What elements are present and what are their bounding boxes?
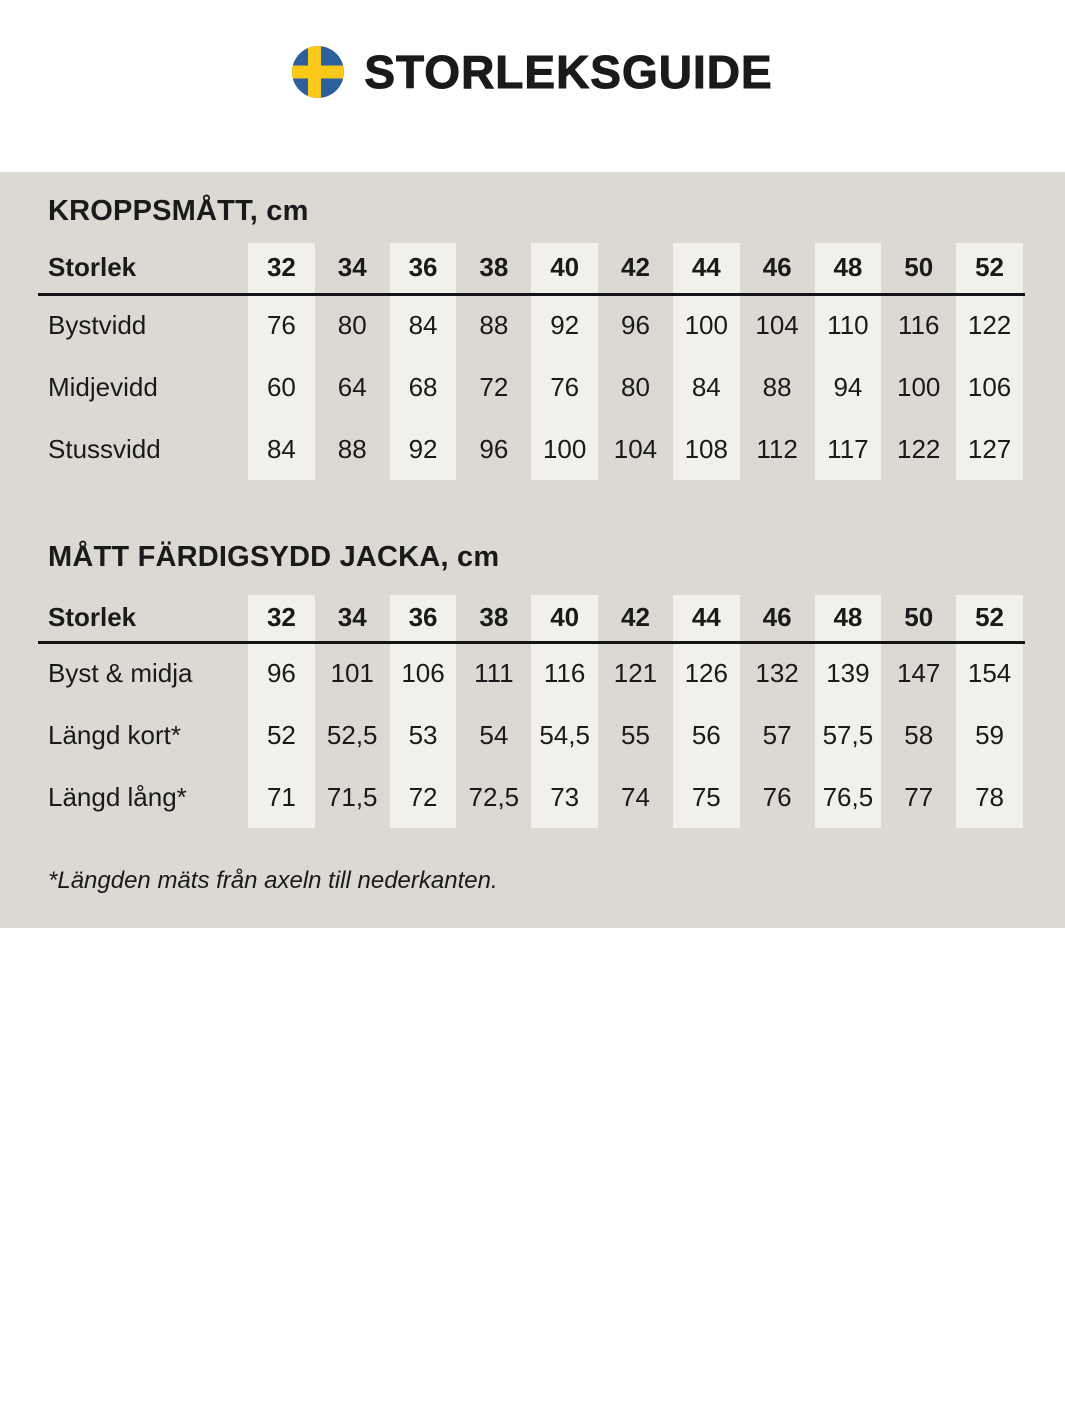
value-cell: 100	[671, 294, 742, 356]
value-cell: 106	[954, 356, 1025, 418]
value-cell: 78	[954, 766, 1025, 828]
value-cell: 75	[671, 766, 742, 828]
size-col-header: 44	[671, 595, 742, 642]
value-cell: 92	[529, 294, 600, 356]
size-col-header: 42	[600, 243, 671, 294]
value-cell: 101	[330, 658, 374, 689]
size-col-header: 46	[742, 243, 813, 294]
size-col-header: 48	[813, 243, 884, 294]
size-col-header: 44	[671, 243, 742, 294]
row-label: Stussvidd	[48, 433, 161, 464]
value-cell: 76	[762, 781, 792, 812]
value-cell: 72	[479, 371, 509, 402]
value-cell: 76,5	[813, 766, 884, 828]
size-col-header-label: Storlek	[38, 595, 246, 642]
page-header	[0, 0, 1065, 98]
value-cell: 104	[755, 310, 799, 341]
value-cell: 154	[954, 642, 1025, 704]
value-cell: 147	[897, 658, 941, 689]
value-cell: 96	[246, 642, 317, 704]
value-cell: 84	[388, 294, 459, 356]
row-label: Byst & midja	[48, 658, 193, 689]
value-cell: 112	[756, 433, 798, 464]
size-col-header: 40	[529, 595, 600, 642]
value-cell: 139	[813, 642, 884, 704]
value-cell: 100	[529, 418, 600, 480]
value-cell: 104	[613, 433, 658, 464]
value-cell: 64	[337, 371, 367, 402]
value-cell: 122	[954, 294, 1025, 356]
row-label: Midjevidd	[48, 371, 158, 402]
row-label: Längd kort*	[48, 719, 181, 750]
value-cell: 52,5	[326, 719, 378, 750]
table-row	[38, 766, 1025, 828]
value-cell: 71,5	[326, 781, 378, 812]
value-cell: 68	[388, 356, 459, 418]
sweden-flag-icon	[292, 46, 344, 98]
size-guide-panel	[0, 172, 1065, 928]
page-title: STORLEKSGUIDE	[364, 46, 773, 98]
row-label: Längd lång*	[48, 781, 187, 812]
value-cell: 117	[813, 418, 884, 480]
size-col-header: 36	[388, 595, 459, 642]
table-row	[38, 294, 1025, 356]
value-cell: 72	[388, 766, 459, 828]
value-cell: 88	[762, 371, 792, 402]
table-row	[38, 642, 1025, 704]
value-cell: 96	[621, 310, 650, 341]
size-col-header: 36	[388, 243, 459, 294]
value-cell: 80	[621, 371, 650, 402]
table-row	[38, 704, 1025, 766]
size-col-header: 34	[317, 243, 388, 294]
value-cell: 54	[479, 719, 509, 750]
size-col-header: 50	[883, 595, 954, 642]
value-cell: 96	[479, 433, 509, 464]
value-cell: 92	[388, 418, 459, 480]
value-cell: 106	[388, 642, 459, 704]
value-cell: 72,5	[468, 781, 520, 812]
table-row	[38, 418, 1025, 480]
size-col-header: 32	[246, 595, 317, 642]
size-col-header: 32	[246, 243, 317, 294]
value-cell: 88	[337, 433, 367, 464]
size-col-header: 50	[883, 243, 954, 294]
value-cell: 57,5	[813, 704, 884, 766]
value-cell: 121	[613, 658, 658, 689]
value-cell: 132	[755, 658, 799, 689]
size-col-header: 38	[458, 243, 529, 294]
value-cell: 76	[529, 356, 600, 418]
footnote: *Längden mäts från axeln till nederkanten.	[48, 867, 498, 894]
size-col-header: 46	[742, 595, 813, 642]
value-cell: 84	[671, 356, 742, 418]
size-header-row	[38, 243, 1025, 294]
value-cell: 77	[904, 781, 934, 812]
value-cell: 56	[671, 704, 742, 766]
value-cell: 54,5	[529, 704, 600, 766]
value-cell: 126	[671, 642, 742, 704]
value-cell: 94	[813, 356, 884, 418]
size-col-header: 40	[529, 243, 600, 294]
value-cell: 108	[671, 418, 742, 480]
section-heading: MÅTT FÄRDIGSYDD JACKA, cm	[48, 541, 500, 573]
size-col-header: 38	[458, 595, 529, 642]
value-cell: 58	[904, 719, 934, 750]
value-cell: 100	[897, 371, 941, 402]
value-cell: 59	[954, 704, 1025, 766]
value-cell: 110	[813, 294, 884, 356]
size-col-header: 52	[954, 595, 1025, 642]
section-heading: KROPPSMÅTT, cm	[48, 195, 309, 227]
size-col-header: 34	[317, 595, 388, 642]
tables-container	[38, 194, 1025, 828]
size-col-header: 42	[600, 595, 671, 642]
value-cell: 60	[246, 356, 317, 418]
table-row	[38, 356, 1025, 418]
size-col-header: 48	[813, 595, 884, 642]
value-cell: 53	[388, 704, 459, 766]
value-cell: 71	[246, 766, 317, 828]
value-cell: 127	[954, 418, 1025, 480]
value-cell: 73	[529, 766, 600, 828]
row-label: Bystvidd	[48, 310, 147, 341]
size-header-row	[38, 595, 1025, 642]
size-table	[38, 595, 1025, 828]
value-cell: 55	[621, 719, 650, 750]
value-cell: 116	[529, 642, 600, 704]
value-cell: 52	[246, 704, 317, 766]
size-table	[38, 243, 1025, 480]
value-cell: 57	[762, 719, 792, 750]
value-cell: 111	[474, 658, 514, 689]
size-col-header-label: Storlek	[38, 243, 246, 294]
value-cell: 74	[621, 781, 650, 812]
value-cell: 88	[479, 310, 509, 341]
value-cell: 84	[246, 418, 317, 480]
value-cell: 116	[897, 310, 940, 341]
size-col-header: 52	[954, 243, 1025, 294]
value-cell: 122	[897, 433, 941, 464]
value-cell: 80	[337, 310, 367, 341]
value-cell: 76	[246, 294, 317, 356]
